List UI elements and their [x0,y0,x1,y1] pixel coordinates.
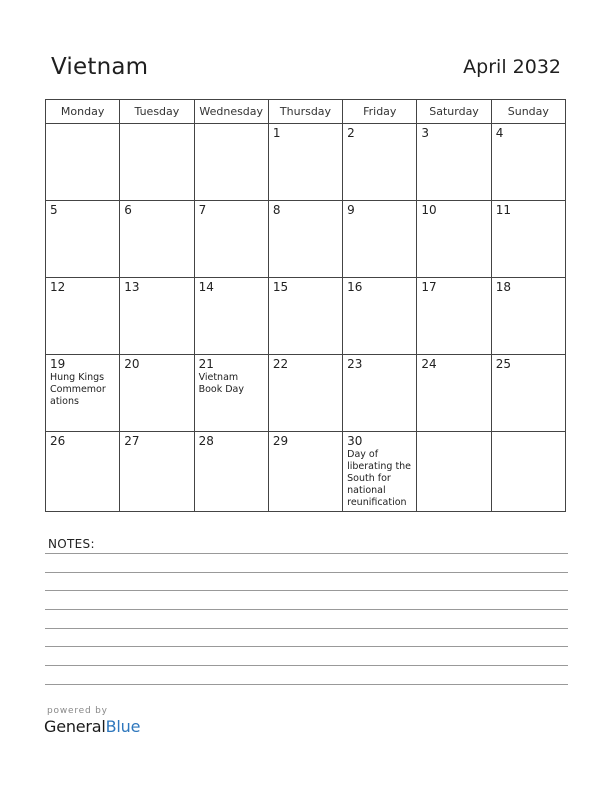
weekday-thursday: Thursday [268,100,342,124]
week-row [46,124,566,201]
day-cell [194,124,268,201]
day-number: 12 [50,280,66,294]
month-year-title: April 2032 [463,56,561,78]
weekday-monday: Monday [46,100,120,124]
day-number: 15 [272,280,289,294]
note-line [45,609,568,610]
day-number: 10 [421,203,437,217]
day-cell [268,201,342,278]
weekday-sunday: Sunday [491,100,565,124]
day-cell [343,278,417,355]
note-line [45,590,568,591]
note-line [45,572,568,573]
week-row [46,201,566,278]
day-cell [417,201,491,278]
day-cell [194,201,268,278]
day-number: 6 [124,203,132,217]
day-number: 30 [347,434,363,448]
note-line [45,628,568,629]
brand-part-general: General [44,717,106,736]
day-number: 21 [198,357,214,371]
day-cell [491,201,565,278]
brand-part-blue: Blue [105,717,141,736]
day-number: 27 [124,434,140,448]
day-cell [46,278,120,355]
day-cell [120,124,194,201]
brand-logo[interactable] [44,717,140,736]
day-number: 2 [347,126,355,140]
day-cell [194,278,268,355]
day-number: 1 [272,126,281,140]
day-number: 7 [198,203,207,217]
country-title: Vietnam [51,54,149,80]
day-number: 19 [50,357,66,371]
day-cell [46,124,120,201]
day-number: 5 [50,203,58,217]
day-cell [343,355,417,432]
week-row [46,355,566,432]
day-number: 3 [421,126,430,140]
day-number: 20 [124,357,140,371]
day-cell [417,355,491,432]
day-number: 8 [272,203,281,217]
note-line [45,553,568,554]
day-cell [120,355,194,432]
note-line [45,684,568,685]
weekday-saturday: Saturday [417,100,491,124]
day-number: 14 [198,280,214,294]
holiday-label: Day of liberating the South for national reunification [347,449,412,508]
weekday-wednesday: Wednesday [194,100,268,124]
day-number: 16 [347,280,363,294]
day-number: 18 [495,280,511,294]
weekday-tuesday: Tuesday [120,100,194,124]
holiday-label: Hung Kings Commemor ations [50,372,106,407]
notes-label: NOTES: [48,537,95,551]
day-cell [120,201,194,278]
day-cell [268,124,342,201]
day-number: 17 [421,280,437,294]
day-number: 11 [495,203,511,217]
holiday-label: Vietnam Book Day [198,372,244,395]
day-cell [343,432,417,512]
day-cell [46,432,120,512]
day-number: 23 [347,357,363,371]
day-cell [268,355,342,432]
day-cell [417,124,491,201]
day-cell [343,201,417,278]
day-number: 28 [198,434,214,448]
powered-by-text: powered by [47,706,108,716]
calendar-grid [45,99,566,512]
note-line [45,646,568,647]
day-number: 25 [495,357,511,371]
day-number: 26 [50,434,66,448]
day-number: 9 [347,203,355,217]
weekday-friday: Friday [343,100,417,124]
day-cell [491,124,565,201]
day-cell [491,355,565,432]
day-number: 22 [272,357,289,371]
day-cell [417,278,491,355]
day-cell [120,278,194,355]
week-row [46,278,566,355]
day-cell [268,432,342,512]
day-cell [46,201,120,278]
day-number: 13 [124,280,140,294]
day-cell [120,432,194,512]
day-number: 4 [495,126,504,140]
day-cell [343,124,417,201]
day-cell [491,278,565,355]
weekday-header-row [46,100,566,124]
day-cell [268,278,342,355]
day-cell [194,355,268,432]
day-cell [46,355,120,432]
day-cell [194,432,268,512]
day-cell [417,432,491,512]
day-number: 29 [272,434,289,448]
note-line [45,665,568,666]
week-row [46,432,566,512]
day-number: 24 [421,357,437,371]
day-cell [491,432,565,512]
